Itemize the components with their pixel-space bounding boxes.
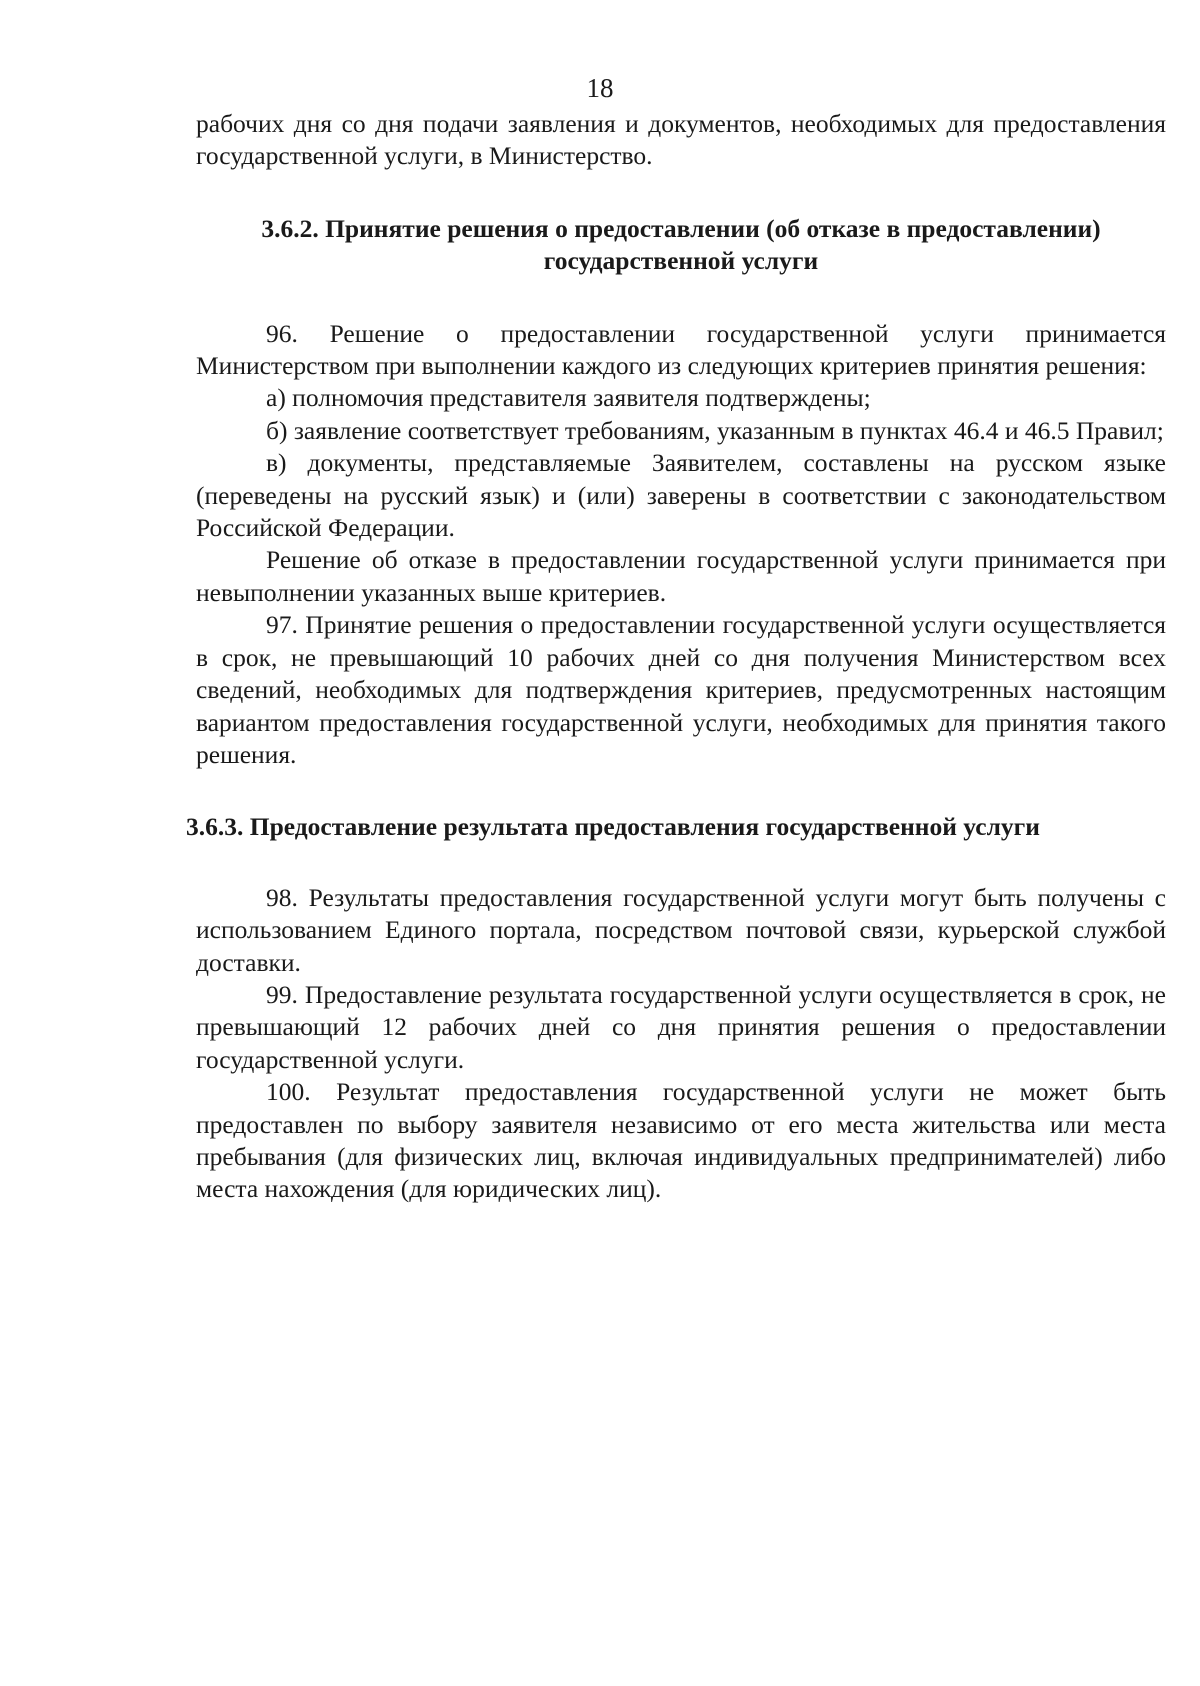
paragraph-refusal: Решение об отказе в предоставлении государственной услуги принимается при невыполнении указанных выше критериев. [196, 545, 1166, 607]
paragraph-96-b: б) заявление соответствует требованиям, указанным в пунктах 46.4 и 46.5 Правил; [266, 415, 1164, 445]
paragraph-96-a: а) полномочия представителя заявителя подтверждены; [266, 383, 871, 413]
paragraph-98: 98. Результаты предоставления государственной услуги могут быть получены с использованием Единого портала, посредством почтовой связи, курьерской службой доставки. [196, 882, 1166, 977]
paragraph-100: 100. Результат предоставления государственной услуги не может быть предоставлен по выбору заявителя независимо от его места жительства или места пребывания (для физических лиц, включая индивидуальных предпринимателей) либо места нахождения (для юридических лиц). [196, 1077, 1166, 1204]
paragraph-96-v: в) документы, представляемые Заявителем, составлены на русском языке (переведены на русский язык) и (или) заверены в соответствии с законодательством Российской Федерации. [196, 448, 1166, 543]
paragraph-continuation: рабочих дня со дня подачи заявления и документов, необходимых для предоставления государственной услуги, в Министерство. [196, 109, 1166, 171]
paragraph-96: 96. Решение о предоставлении государственной услуги принимается Министерством при выполнении каждого из следующих критериев принятия решения: [196, 318, 1166, 381]
paragraph-99: 99. Предоставление результата государственной услуги осуществляется в срок, не превышающий 12 рабочих дней со дня принятия решения о предоставлении государственной услуги. [196, 979, 1166, 1074]
section-heading-3-6-2: 3.6.2. Принятие решения о предоставлении (об отказе в предоставлении) государственной услуги [261, 213, 1101, 276]
paragraph-97: 97. Принятие решения о предоставлении государственной услуги осуществляется в срок, не превышающий 10 рабочих дней со дня получения Министерством всех сведений, необходимых для подтверждения критериев, предусмотренных настоящим вариантом предоставления государственной услуги, необходимых для принятия такого решения. [196, 610, 1166, 769]
section-heading-3-6-3: 3.6.3. Предоставление результата предоставления государственной услуги [186, 812, 1040, 842]
page-number: 18 [586, 73, 614, 103]
document-body [186, 108, 1166, 1206]
